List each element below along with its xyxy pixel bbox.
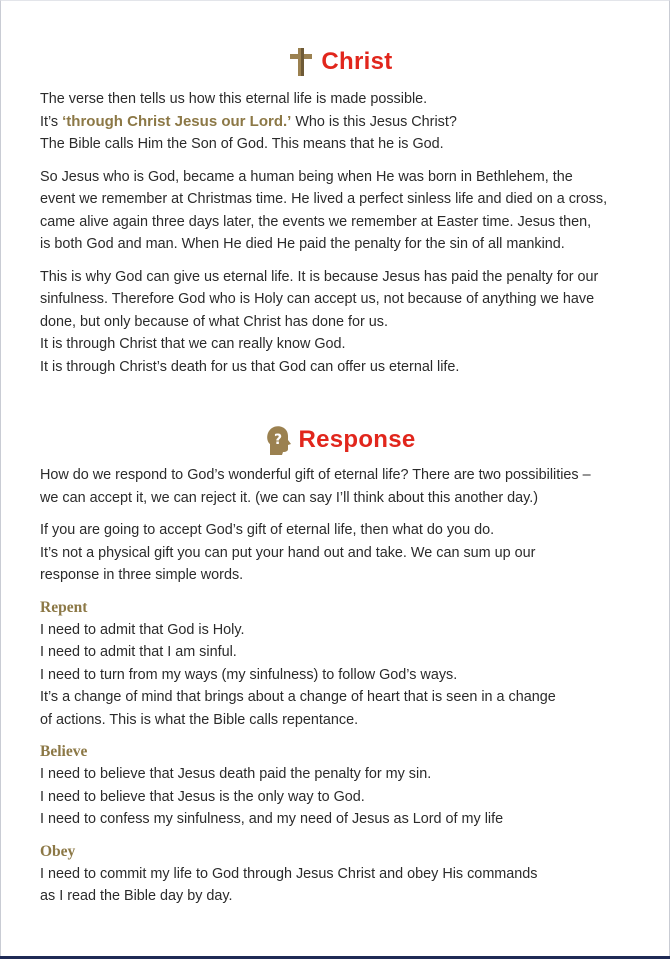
- text-line: It’s not a physical gift you can put your hand out and take. We can sum up our: [40, 544, 536, 561]
- obey-paragraph: [40, 863, 640, 908]
- cross-icon: [287, 46, 315, 78]
- believe-paragraph: [40, 763, 640, 831]
- repent-paragraph: [40, 619, 640, 732]
- text-line: If you are going to accept God’s gift of eternal life, then what do you do.: [40, 522, 495, 538]
- text-line: done, but only because of what Christ has done for us.: [40, 313, 388, 330]
- response-title: Response: [298, 426, 416, 453]
- page-content: [40, 42, 640, 918]
- text-line: of actions. This is what the Bible calls repentance.: [40, 711, 359, 728]
- believe-subheading: Believe: [40, 743, 88, 760]
- christ-heading: [40, 42, 640, 82]
- response-paragraph-2: [40, 519, 640, 587]
- text-line: event we remember at Christmas time. He lived a perfect sinless life and died on a cross,: [40, 191, 608, 207]
- obey-subheading: Obey: [40, 842, 76, 860]
- christ-paragraph-1: [40, 88, 640, 156]
- text-span: Who is this Jesus Christ?: [291, 113, 457, 130]
- text-line: How do we respond to God’s wonderful gift of eternal life? There are two possibilities –: [40, 467, 591, 483]
- question-head-icon: [264, 424, 292, 456]
- text-line: I need to believe that Jesus is the only way to God.: [40, 788, 365, 805]
- text-line: It is through Christ that we can really know God.: [40, 336, 346, 352]
- svg-text:?: ?: [274, 432, 283, 448]
- text-line: I need to admit that God is Holy.: [40, 621, 245, 638]
- text-line: The Bible calls Him the Son of God. This means that he is God.: [40, 136, 444, 152]
- verse-highlight: ‘through Christ Jesus our Lord.’: [62, 112, 292, 130]
- text-line: sinfulness. Therefore God who is Holy can accept us, not because of anything we have: [40, 291, 595, 307]
- text-line: I need to admit that I am sinful.: [40, 644, 237, 660]
- text-line: I need to believe that Jesus death paid the penalty for my sin.: [40, 766, 432, 782]
- repent-subheading: Repent: [40, 598, 88, 616]
- christ-paragraph-3: [40, 266, 640, 379]
- text-line: I need to confess my sinfulness, and my need of Jesus as Lord of my life: [40, 811, 504, 827]
- text-line: as I read the Bible day by day.: [40, 888, 233, 904]
- text-line: [40, 111, 640, 134]
- text-line: I need to commit my life to God through Jesus Christ and obey His commands: [40, 865, 538, 882]
- response-paragraph-1: [40, 464, 640, 509]
- text-line: This is why God can give us eternal life. It is because Jesus has paid the penalty for our: [40, 268, 599, 285]
- text-line: response in three simple words.: [40, 567, 244, 583]
- text-line: So Jesus who is God, became a human being when He was born in Bethlehem, the: [40, 168, 573, 185]
- christ-paragraph-2: [40, 166, 640, 256]
- text-line: The verse then tells us how this eternal life is made possible.: [40, 91, 428, 107]
- christ-title: Christ: [321, 48, 393, 75]
- text-line: I need to turn from my ways (my sinfulness) to follow God’s ways.: [40, 666, 458, 683]
- text-line: It’s a change of mind that brings about a change of heart that is seen in a change: [40, 689, 556, 705]
- text-span: It’s: [40, 113, 63, 130]
- text-line: is both God and man. When He died He paid the penalty for the sin of all mankind.: [40, 236, 565, 252]
- response-heading: [40, 420, 640, 460]
- text-line: we can accept it, we can reject it. (we can say I’ll think about this another day.): [40, 489, 539, 506]
- text-line: came alive again three days later, the events we remember at Easter time. Jesus then,: [40, 213, 592, 230]
- text-line: It is through Christ’s death for us that God can offer us eternal life.: [40, 358, 460, 375]
